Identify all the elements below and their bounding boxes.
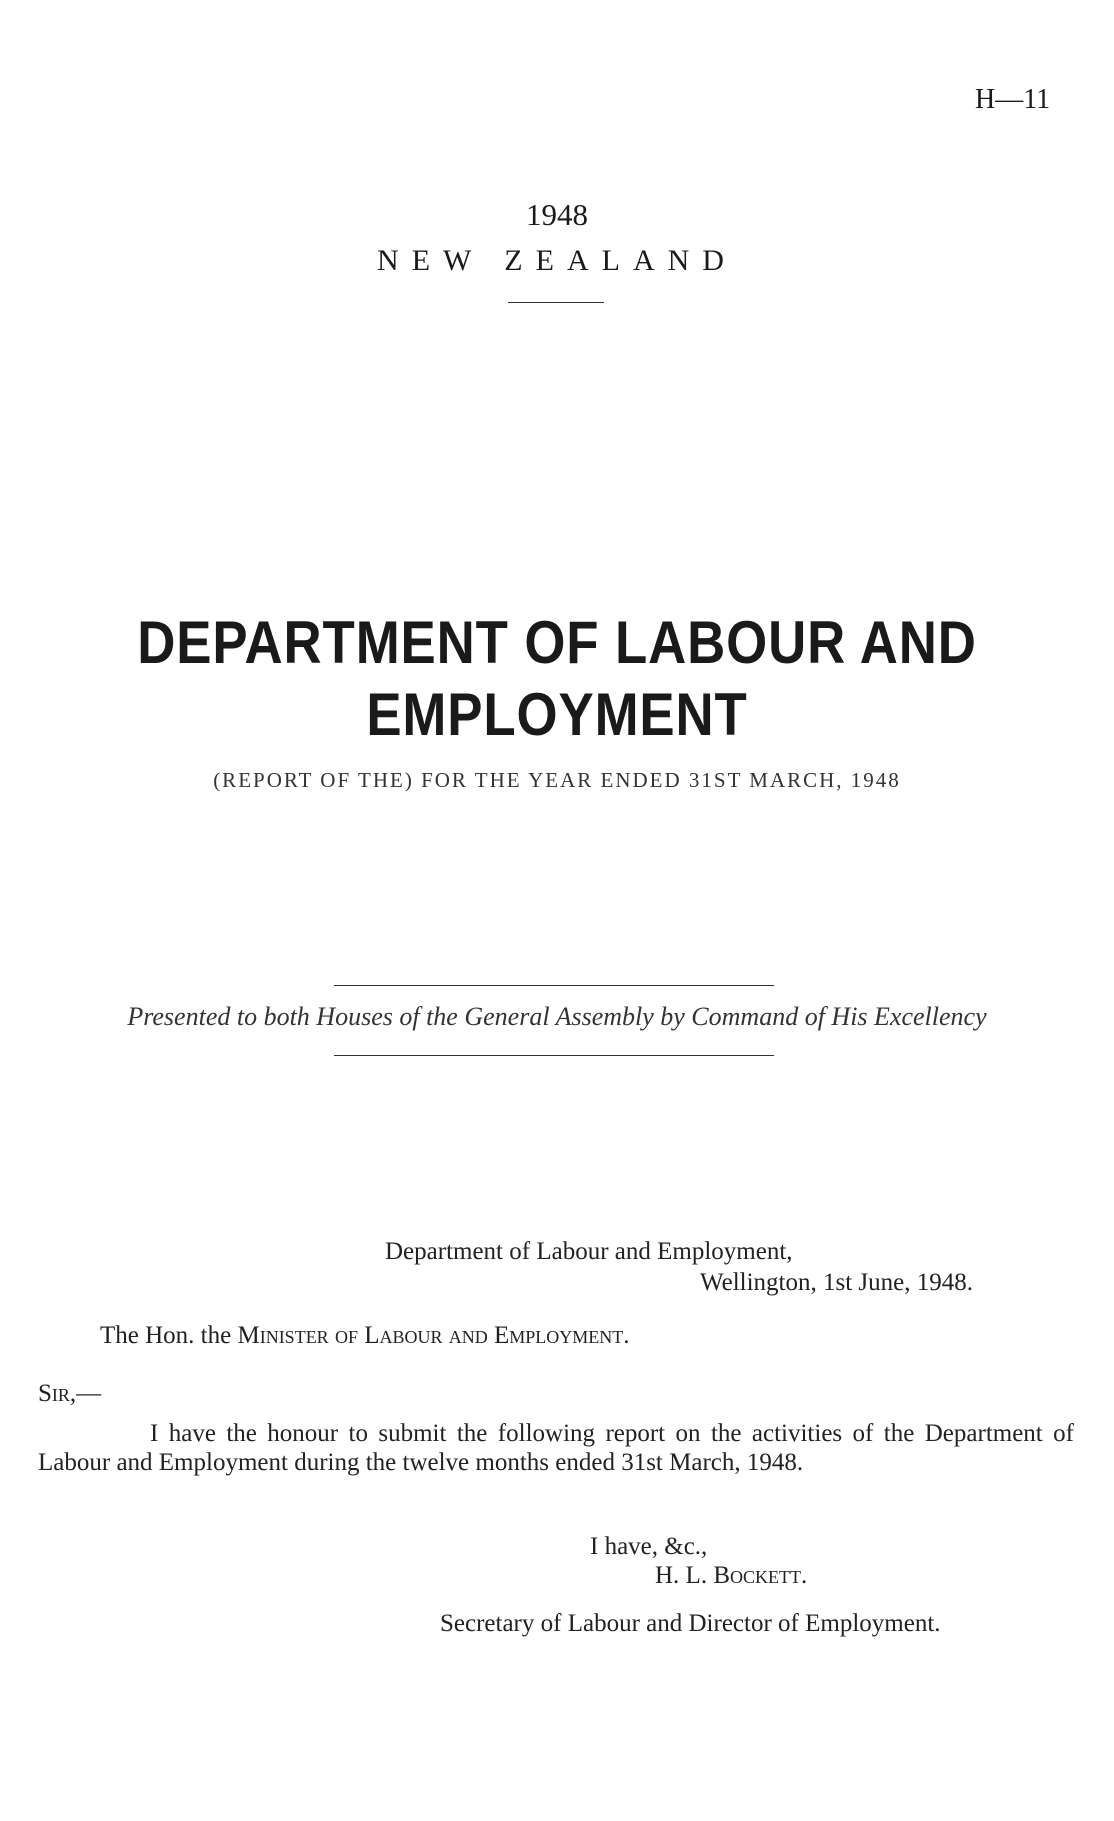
- addressee-prefix: The Hon. the: [100, 1322, 238, 1349]
- presentation-rule-bottom: [334, 1055, 774, 1056]
- letter-body-text: I have the honour to submit the following report on the activities of the Department of Labour and Employment during the twelve months ended 31st March, 1948.: [38, 1420, 1074, 1476]
- salutation: Sir,—: [38, 1380, 102, 1407]
- place-and-date: Wellington, 1st June, 1948.: [700, 1269, 973, 1296]
- addressee-title: Minister of Labour and Employment.: [237, 1322, 630, 1349]
- sender-department: Department of Labour and Employment,: [385, 1238, 793, 1265]
- signatory-title: Secretary of Labour and Director of Employment.: [440, 1610, 941, 1637]
- addressee: [100, 1322, 630, 1350]
- country-heading: NEW ZEALAND: [377, 244, 737, 277]
- letter-body: [38, 1419, 1074, 1477]
- short-divider: [508, 302, 604, 303]
- title-line-2: EMPLOYMENT: [366, 681, 748, 748]
- presentation-rule-top: [334, 985, 774, 986]
- presentation-statement: Presented to both Houses of the General Assembly by Command of His Excellency: [127, 1002, 987, 1031]
- title-line-1: DEPARTMENT OF LABOUR AND: [137, 609, 977, 676]
- letter-closing: I have, &c.,: [590, 1533, 708, 1560]
- report-subtitle: (REPORT OF THE) FOR THE YEAR ENDED 31ST MARCH, 1948: [213, 768, 901, 792]
- signature: H. L. Bockett.: [655, 1562, 808, 1589]
- page-reference: H—11: [975, 84, 1051, 115]
- report-year: 1948: [526, 197, 588, 232]
